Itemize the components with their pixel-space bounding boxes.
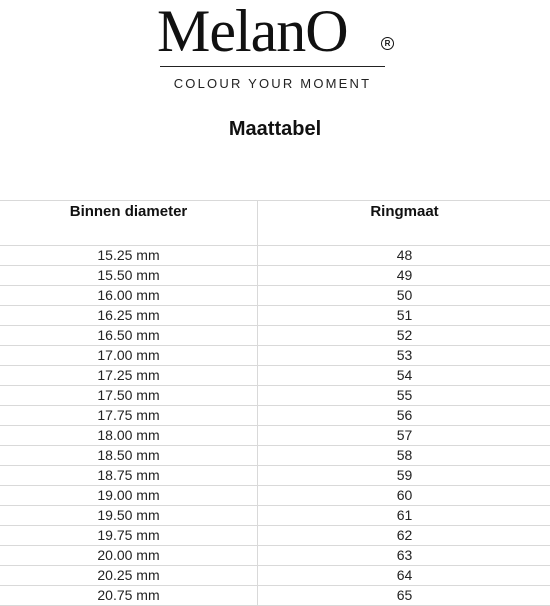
table-row <box>0 346 550 366</box>
inner-diameter-cell: 17.75 mm <box>0 406 258 426</box>
brand-header <box>0 0 550 100</box>
ring-size-cell: 52 <box>258 326 550 346</box>
ring-size-cell: 56 <box>258 406 550 426</box>
inner-diameter-cell: 20.25 mm <box>0 566 258 586</box>
ring-size-cell: 65 <box>258 586 550 606</box>
ring-size-cell: 62 <box>258 526 550 546</box>
ring-size-cell: 63 <box>258 546 550 566</box>
page-title: Maattabel <box>0 118 550 141</box>
table-row <box>0 386 550 406</box>
inner-diameter-cell: 18.00 mm <box>0 426 258 446</box>
inner-diameter-cell: 20.00 mm <box>0 546 258 566</box>
inner-diameter-cell: 16.00 mm <box>0 286 258 306</box>
table-row <box>0 466 550 486</box>
ring-size-cell: 61 <box>258 506 550 526</box>
inner-diameter-cell: 19.00 mm <box>0 486 258 506</box>
table-row <box>0 506 550 526</box>
ring-size-cell: 49 <box>258 266 550 286</box>
inner-diameter-cell: 18.50 mm <box>0 446 258 466</box>
inner-diameter-cell: 15.50 mm <box>0 266 258 286</box>
table-row <box>0 566 550 586</box>
inner-diameter-cell: 15.25 mm <box>0 246 258 266</box>
table-row <box>0 426 550 446</box>
table-row <box>0 266 550 286</box>
table-row <box>0 446 550 466</box>
ring-size-cell: 64 <box>258 566 550 586</box>
inner-diameter-cell: 17.50 mm <box>0 386 258 406</box>
ring-size-cell: 48 <box>258 246 550 266</box>
table-row <box>0 406 550 426</box>
ring-size-cell: 53 <box>258 346 550 366</box>
table-row <box>0 546 550 566</box>
inner-diameter-cell: 19.50 mm <box>0 506 258 526</box>
table-body <box>0 246 550 606</box>
inner-diameter-cell: 20.75 mm <box>0 586 258 606</box>
ring-size-cell: 54 <box>258 366 550 386</box>
inner-diameter-cell: 18.75 mm <box>0 466 258 486</box>
table-row <box>0 306 550 326</box>
table-row <box>0 526 550 546</box>
registered-trademark-icon: R <box>381 37 394 50</box>
inner-diameter-cell: 16.25 mm <box>0 306 258 326</box>
ring-size-cell: 59 <box>258 466 550 486</box>
table-row <box>0 486 550 506</box>
brand-logo: MelanO <box>157 0 348 62</box>
table-row <box>0 366 550 386</box>
inner-diameter-cell: 17.25 mm <box>0 366 258 386</box>
table-row <box>0 246 550 266</box>
ring-size-cell: 51 <box>258 306 550 326</box>
ring-size-table <box>0 200 550 606</box>
table-header-row <box>0 201 550 246</box>
ring-size-cell: 58 <box>258 446 550 466</box>
ring-size-cell: 50 <box>258 286 550 306</box>
inner-diameter-cell: 16.50 mm <box>0 326 258 346</box>
column-header-inner-diameter: Binnen diameter <box>0 201 258 246</box>
table-row <box>0 286 550 306</box>
ring-size-cell: 55 <box>258 386 550 406</box>
ring-size-cell: 57 <box>258 426 550 446</box>
inner-diameter-cell: 19.75 mm <box>0 526 258 546</box>
ring-size-cell: 60 <box>258 486 550 506</box>
logo-divider <box>160 66 385 67</box>
inner-diameter-cell: 17.00 mm <box>0 346 258 366</box>
column-header-ring-size: Ringmaat <box>258 201 550 246</box>
table-row <box>0 326 550 346</box>
table-row <box>0 586 550 606</box>
brand-tagline: COLOUR YOUR MOMENT <box>160 76 385 91</box>
